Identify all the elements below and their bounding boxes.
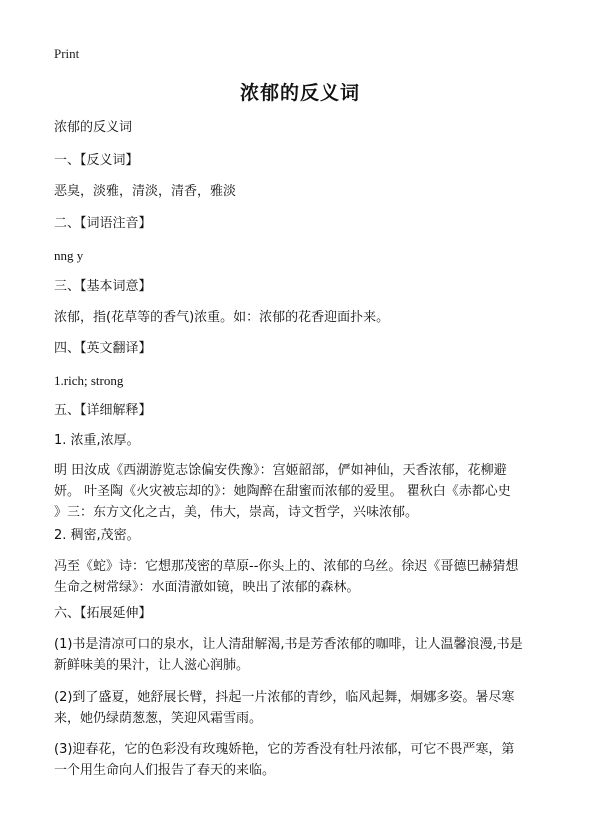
detail-quote-line: 》三：东方文化之古，美，伟大，崇高，诗文哲学，兴味浓郁。 [54,505,419,520]
section-heading-details: 五、【详细解释】 [54,403,152,418]
detail-sense-1: 1. 浓重,浓厚。 [54,433,140,448]
detail-quote-line: 冯至《蛇》诗：它想那茂密的草原--你头上的、浓郁的乌丝。徐迟《哥德巴赫猜想 [54,559,519,574]
example-line: (2)到了盛夏，她舒展长臂，抖起一片浓郁的青纱，临风起舞，炯娜多姿。暑尽寒 [54,690,515,705]
antonyms-text: 恶臭，淡雅，清淡，清香，雅淡 [54,184,237,199]
example-line: (3)迎春花，它的色彩没有玫瑰娇艳，它的芳香没有牡丹浓郁，可它不畏严寒，第 [54,742,515,757]
example-line: 新鲜味美的果汁，让人滋心润肺。 [54,658,250,673]
pinyin-text: nng y [54,248,84,263]
section-heading-antonyms: 一、【反义词】 [54,153,139,168]
intro-text: 浓郁的反义词 [54,120,133,135]
example-line: 来，她仍绿荫葱葱，笑迎风霜雪雨。 [54,711,263,726]
section-heading-meaning: 三、【基本词意】 [54,279,152,294]
section-heading-pinyin: 二、【词语注音】 [54,216,152,231]
section-heading-translation: 四、【英文翻译】 [54,341,152,356]
print-link[interactable]: Print [54,46,80,61]
detail-quote-line: 妍。 叶圣陶《火灾被忘却的》：她陶醉在甜蜜而浓郁的爱里。 瞿秋白《赤都心史 [54,484,511,499]
meaning-text: 浓郁，指(花草等的香气)浓重。如：浓郁的花香迎面扑来。 [54,310,390,325]
section-heading-extension: 六、【拓展延伸】 [54,606,152,621]
detail-quote-line: 生命之树常绿》：水面清澈如镜，映出了浓郁的森林。 [54,580,360,595]
example-line: 一个用生命向人们报告了春天的来临。 [54,763,276,778]
detail-sense-2: 2. 稠密,茂密。 [54,528,140,543]
translation-text: 1.rich; strong [54,373,124,388]
detail-quote-line: 明 田汝成《西湖游览志馀偏安佚豫》：宫姬韶部，俨如神仙，天香浓郁，花柳避 [54,463,507,478]
page-title: 浓郁的反义词 [239,82,360,104]
example-line: (1)书是清凉可口的泉水，让人清甜解渴,书是芳香浓郁的咖啡，让人温馨浪漫,书是 [54,637,523,652]
